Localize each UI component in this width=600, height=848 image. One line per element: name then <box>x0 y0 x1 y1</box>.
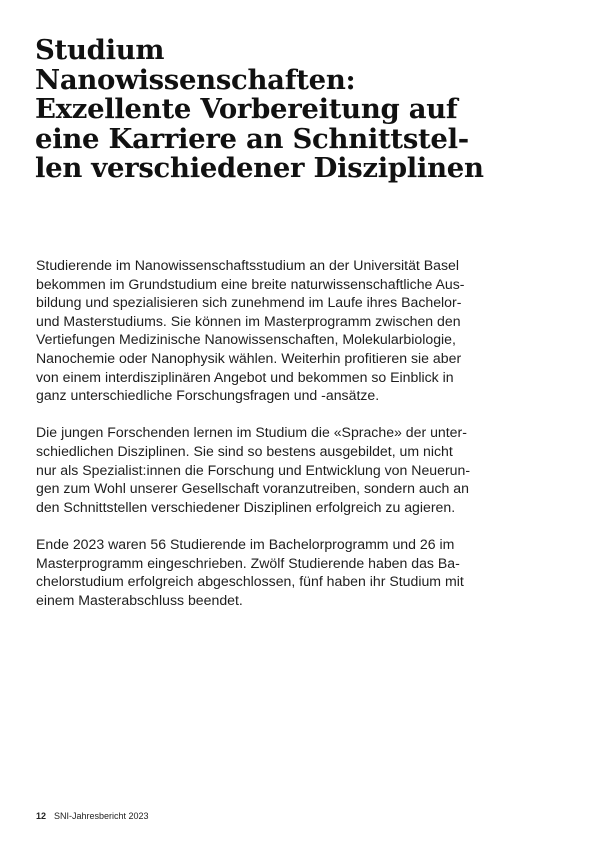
title-line: Nanowissenschaften: <box>35 63 356 96</box>
text-line: von einem interdisziplinären Angebot und bekommen so Einblick in <box>36 368 454 385</box>
paragraph-study-overview <box>36 256 476 405</box>
text-line: Die jungen Forschenden lernen im Studium die «Sprache» der unter- <box>36 424 467 441</box>
text-line: einem Masterabschluss beendet. <box>36 591 243 608</box>
text-line: ganz unterschiedliche Forschungsfragen und -ansätze. <box>36 387 380 404</box>
title-line: Exzellente Vorbereitung auf <box>35 93 458 125</box>
text-line: Masterprogramm eingeschrieben. Zwölf Studierende haben das Ba- <box>36 554 460 571</box>
text-line: Studierende im Nanowissenschaftsstudium an der Universität Basel <box>36 257 460 273</box>
text-line: schiedlichen Disziplinen. Sie sind so bestens ausgebildet, um nicht <box>36 442 453 459</box>
page-footer <box>36 811 149 822</box>
paragraph-enrollment-figures <box>36 535 476 609</box>
publication-name: SNI-Jahresbericht 2023 <box>54 811 149 821</box>
paragraph-interdisciplinary <box>36 423 476 516</box>
title-line: Studium <box>35 34 165 66</box>
text-line: bekommen im Grundstudium eine breite naturwissenschaftliche Aus- <box>36 275 465 292</box>
text-line: den Schnittstellen verschiedener Disziplinen erfolgreich zu agieren. <box>36 498 456 515</box>
text-line: gen zum Wohl unserer Gesellschaft voranzutreiben, sondern auch an <box>36 480 469 497</box>
body-text <box>36 256 476 628</box>
page-number: 12 <box>36 811 47 821</box>
text-line: Ende 2023 waren 56 Studierende im Bachelorprogramm und 26 im <box>36 535 455 552</box>
text-line: und Masterstudiums. Sie können im Masterprogramm zwischen den <box>36 312 461 329</box>
text-line: Vertiefungen Medizinische Nanowissenschaften, Molekularbiologie, <box>36 331 456 348</box>
text-line: chelorstudium erfolgreich abgeschlossen, fünf haben ihr Studium mit <box>36 573 464 590</box>
title-line: eine Karriere an Schnittstel- <box>35 122 469 155</box>
title-line: len verschiedener Disziplinen <box>35 152 484 184</box>
text-line: nur als Spezialist:innen die Forschung und Entwicklung von Neuerun- <box>36 461 471 478</box>
text-line: Nanochemie oder Nanophysik wählen. Weiterhin profitieren sie aber <box>36 349 462 366</box>
text-line: bildung und spezialisieren sich zunehmend im Laufe ihres Bachelor- <box>36 294 462 311</box>
page-title <box>35 36 575 184</box>
